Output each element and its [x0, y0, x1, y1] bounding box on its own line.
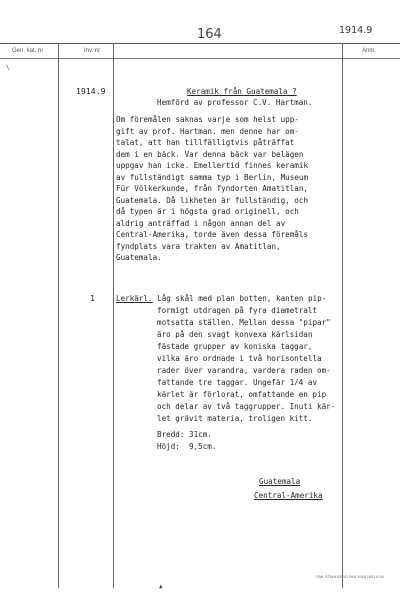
printer-imprint: GML STAHLBERG PAK 1918 7451 6 69 [316, 575, 384, 579]
column-rule-3 [342, 43, 343, 588]
paragraph-line: talat, att han tillfälligtvis påträffat [116, 138, 295, 147]
origin-region: Central-Amerika [254, 491, 323, 500]
item-first-line [116, 293, 326, 305]
item-line: kärlet är förlorat, omfattande en pip [157, 390, 327, 399]
item-line: let grävit materia, troligen kitt. [157, 414, 313, 423]
paragraph-line: av fullständigt samma typ i Berlin, Museum [116, 172, 309, 182]
paragraph-line: Guatemala. Då likheten är fullständig, och [116, 195, 309, 205]
paragraph-line: uppgav han icke. Emellertid finnes keramik [116, 161, 309, 170]
paragraph-line: dem i en bäck. Var denna bäck var belägen [116, 149, 304, 159]
item-height: Höjd: 9,5cm. [157, 442, 217, 451]
column-head-inv-nr: Inv. nr [84, 48, 101, 54]
scan-mark-bottom: ▲ [159, 583, 163, 590]
entry-title: Keramik från Guatemala ? [187, 87, 297, 96]
entry-provenance: Hemförd av professor C.V. Hartman. [157, 98, 313, 107]
inventory-number: 1914.9 [76, 86, 106, 96]
paragraph-line: fyndplats vara trakten av Amatitlan, [116, 241, 281, 251]
item-number: 1 [90, 293, 95, 303]
header-bottom-rule [0, 58, 400, 59]
item-term: Lerkärl. [116, 294, 153, 303]
header-top-rule [0, 43, 400, 44]
origin-country: Guatemala [259, 477, 301, 486]
item-line: motsatta ställen. Mellan dessa "pipar" [157, 318, 331, 327]
column-head-gen-kat-nr: Gen. kat. nr [12, 48, 44, 54]
item-first-line-text: Låg skål med plan botten, kanten pip- [152, 294, 327, 303]
catalog-id-top: 1914.9 [339, 25, 373, 36]
item-line: fattande tre taggar. Ungefär 1/4 av [157, 378, 318, 387]
column-rule-2 [113, 43, 114, 588]
paragraph-line: då typen är i högsta grad originell, och [116, 207, 299, 216]
sheet-number: 164 [197, 27, 222, 42]
item-line: fästade grupper av koniska taggar, [157, 342, 313, 351]
item-line: rader över varandra, vardera raden om- [157, 366, 331, 375]
paragraph-line: gift av prof. Hartman. men denne har om- [116, 126, 299, 136]
item-line: äro på den svagt konvexa kärlsidan [157, 330, 313, 339]
paragraph-line: Guatemala. [116, 253, 162, 262]
scan-mark: \ [6, 64, 10, 71]
paragraph-line: Central-Amerika, torde även dessa föremåls [116, 230, 309, 239]
item-line: formigt utdragen på fyra diametralt [157, 306, 318, 315]
item-line: vilka äro ordnade i två horisontella [157, 354, 322, 363]
paragraph-line: aldrig anträffad i någon annan del av [116, 218, 286, 228]
column-rule-1 [58, 43, 59, 588]
paragraph-line: Om föremålen saknas varje som helst upp- [116, 115, 299, 124]
paragraph-line: Für Völkerkunde, från fyndorten Amatitlan, [116, 184, 309, 193]
item-width: Bredd: 31cm. [157, 430, 212, 439]
column-head-anm: Anm. [362, 48, 377, 54]
item-line: och delar av två taggrupper. Inuti kär- [157, 402, 336, 411]
